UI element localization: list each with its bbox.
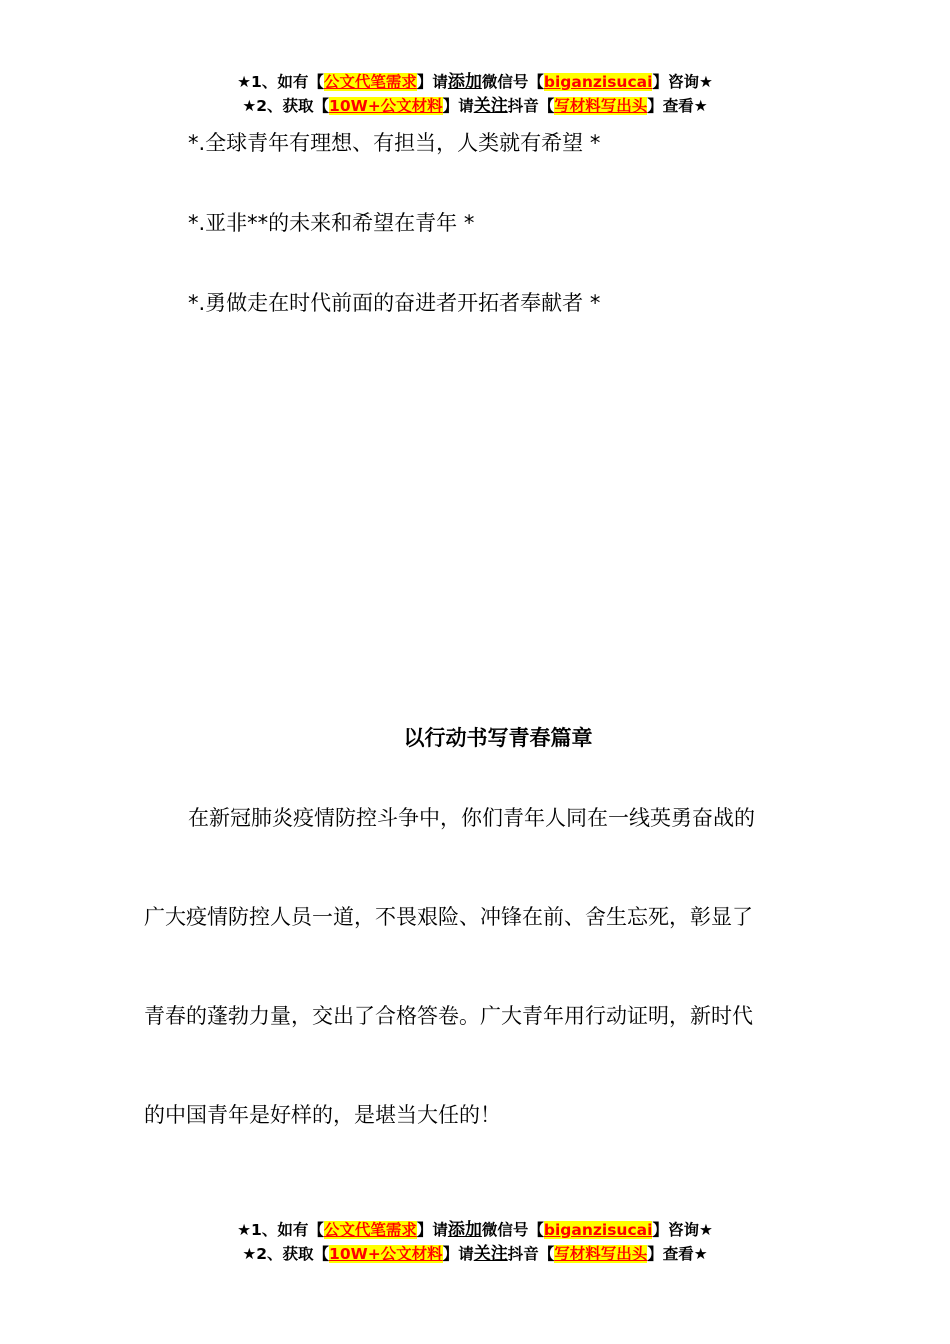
banner-text: 抖音【 <box>507 97 555 115</box>
banner-text: 】查看★ <box>647 1245 708 1263</box>
highlight-service: 公文代笔需求 <box>323 1221 417 1239</box>
banner-text: 】请 <box>442 97 474 115</box>
banner-text: 】请 <box>416 73 448 91</box>
banner-text: 抖音【 <box>507 1245 555 1263</box>
banner-line-1 <box>0 70 950 94</box>
article-title: 以行动书写青春篇章 <box>403 726 593 750</box>
banner-text: 微信号【 <box>481 1221 544 1239</box>
banner-text: 】请 <box>416 1221 448 1239</box>
banner-text: 微信号【 <box>481 73 544 91</box>
banner-text: 】咨询★ <box>652 1221 713 1239</box>
underlined-word: 关注 <box>473 96 508 116</box>
banner-line-2 <box>0 1242 950 1266</box>
paragraph-line: 青春的蓬勃力量，交出了合格答卷。广大青年用行动证明，新时代 <box>144 1004 753 1028</box>
topic-item: *.全球青年有理想、有担当，人类就有希望 * <box>188 131 601 155</box>
topic-item: *.勇做走在时代前面的奋进者开拓者奉献者 * <box>188 291 601 315</box>
banner-text: 】查看★ <box>647 97 708 115</box>
underlined-word: 关注 <box>473 1244 508 1264</box>
banner-line-2 <box>0 94 950 118</box>
topic-item: *.亚非**的未来和希望在青年 * <box>188 211 475 235</box>
highlight-service: 公文代笔需求 <box>323 73 417 91</box>
banner-text: ★2、获取【 <box>242 1245 330 1263</box>
underlined-word: 添加 <box>447 72 482 92</box>
header-banner <box>0 70 950 118</box>
banner-text: 】咨询★ <box>652 73 713 91</box>
paragraph-line: 广大疫情防控人员一道，不畏艰险、冲锋在前、舍生忘死，彰显了 <box>144 905 753 929</box>
banner-text: ★1、如有【 <box>237 73 324 91</box>
banner-line-1 <box>0 1218 950 1242</box>
highlight-douyin-id: 写材料写出头 <box>554 97 648 115</box>
footer-banner <box>0 1218 950 1266</box>
banner-text: ★2、获取【 <box>242 97 330 115</box>
highlight-materials: 10W+公文材料 <box>329 1245 443 1263</box>
highlight-wechat-id: biganzisucai <box>543 73 653 91</box>
paragraph-line: 在新冠肺炎疫情防控斗争中，你们青年人同在一线英勇奋战的 <box>188 806 755 830</box>
underlined-word: 添加 <box>447 1220 482 1240</box>
paragraph-line: 的中国青年是好样的，是堪当大任的！ <box>144 1103 501 1127</box>
highlight-wechat-id: biganzisucai <box>543 1221 653 1239</box>
banner-text: 】请 <box>442 1245 474 1263</box>
highlight-douyin-id: 写材料写出头 <box>554 1245 648 1263</box>
highlight-materials: 10W+公文材料 <box>329 97 443 115</box>
banner-text: ★1、如有【 <box>237 1221 324 1239</box>
